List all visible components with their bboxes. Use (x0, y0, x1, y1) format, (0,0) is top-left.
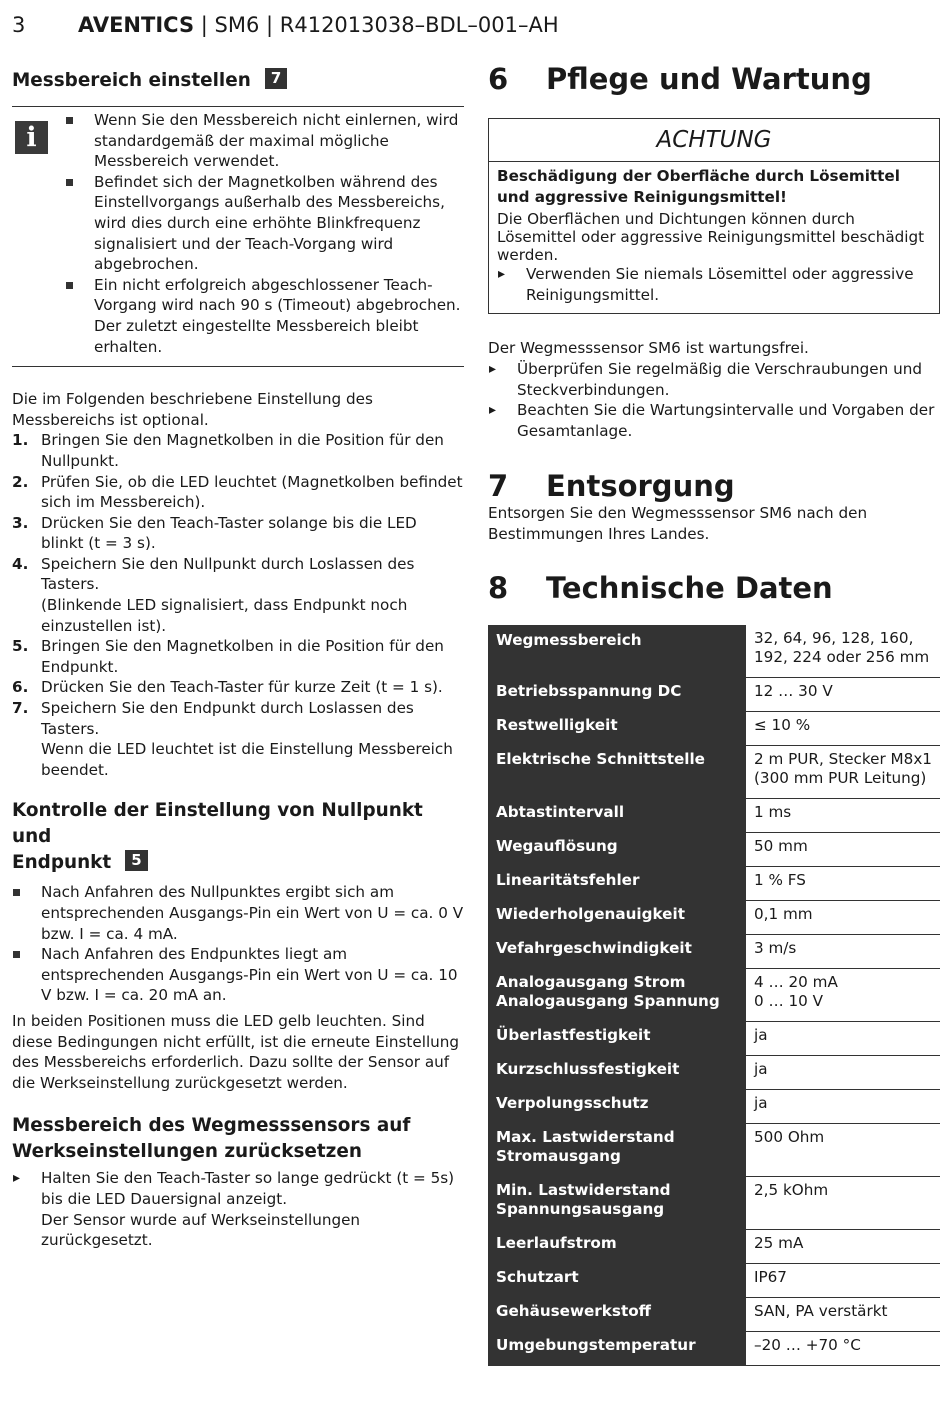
list-item: 6. Drücken Sie den Teach-Taster für kurze Zeit (t = 1 s). (12, 678, 443, 697)
spec-value (746, 677, 940, 711)
table-row (488, 1176, 940, 1229)
maintenance-actions (488, 359, 940, 441)
technical-data-table (488, 625, 940, 1366)
spec-value (746, 1123, 940, 1176)
table-row (488, 1331, 940, 1365)
table-row (488, 968, 940, 1021)
table-row (488, 900, 940, 934)
disposal-text: Entsorgen Sie den Wegmesssensor SM6 nach den Bestimmungen Ihres Landes. (488, 504, 868, 543)
page-number: 3 (12, 13, 26, 37)
spec-key: Schutzart (488, 1263, 746, 1297)
spec-value (746, 934, 940, 968)
spec-key: Gehäusewerkstoff (488, 1297, 746, 1331)
spec-key: Überlastfestigkeit (488, 1021, 746, 1055)
list-item: 5. Bringen Sie den Magnetkolben in die Position für den Endpunkt. (12, 637, 444, 676)
spec-key: Umgebungstemperatur (488, 1331, 746, 1365)
spec-value (746, 711, 940, 745)
list-item: ▸ Verwenden Sie niemals Lösemittel oder aggressive Reinigungsmittel. (526, 264, 931, 305)
step-note: Wenn die LED leuchtet ist die Einstellung Messbereich beendet. (41, 740, 453, 779)
spec-value-line: 25 mA (754, 1233, 804, 1252)
info-icon: i (15, 121, 48, 154)
spec-value-line: 32, 64, 96, 128, 160, 192, 224 oder 256 mm (754, 628, 930, 666)
right-column (488, 62, 940, 1366)
spec-key: Wegmessbereich (488, 625, 746, 678)
warning-headline: Beschädigung der Oberfläche durch Lösemittel und aggressive Reinigungsmittel! (497, 167, 900, 206)
table-row (488, 1297, 940, 1331)
spec-value-line: (300 mm PUR Leitung) (754, 768, 927, 787)
spec-value-line: ja (754, 1025, 768, 1044)
list-item: 7. Speichern Sie den Endpunkt durch Loslassen des Tasters. Wenn die LED leuchtet ist die Einstellung Messbereich beendet. (12, 699, 453, 779)
spec-value (746, 1021, 940, 1055)
figure-ref-badge: 5 (125, 850, 147, 871)
spec-value (746, 1089, 940, 1123)
warning-text: Die Oberflächen und Dichtungen können durch Lösemittel oder aggressive Reinigungsmittel beschädigt werden. (497, 210, 925, 265)
spec-value (746, 866, 940, 900)
spec-value-line: 1 ms (754, 802, 792, 821)
spec-value (746, 1055, 940, 1089)
spec-value (746, 1263, 940, 1297)
spec-value-line: SAN, PA verstärkt (754, 1301, 888, 1320)
spec-key: Vefahrgeschwindigkeit (488, 934, 746, 968)
maintenance-text: Der Wegmesssensor SM6 ist wartungsfrei. (488, 339, 809, 358)
brand-name: AVENTICS (78, 13, 195, 37)
list-item: Befindet sich der Magnetkolben während des Einstellvorgangs außerhalb des Messbereichs, wird dies durch eine erhöhte Blinkfrequenz signalisiert und der Teach-Vorgang wird abgebrochen. (94, 172, 464, 275)
step-note: (Blinkende LED signalisiert, dass Endpunkt noch einzustellen ist). (41, 596, 408, 635)
spec-value (746, 1331, 940, 1365)
control-text: In beiden Positionen muss die LED gelb leuchten. Sind diese Bedingungen nicht erfüllt, ist die erneute Einstellung des Messbereichs erforderlich. Dazu sollte der Sensor auf die Werkseinstellung zurückgesetzt werden. (12, 1011, 460, 1092)
spec-key: Wegauflösung (488, 832, 746, 866)
spec-key: Abtastintervall (488, 798, 746, 832)
list-item: Nach Anfahren des Endpunktes liegt am entsprechenden Ausgangs-Pin ein Wert von U = ca. 10 V bzw. I = ca. 20 mA an. (41, 944, 464, 1006)
spec-value-line: ja (754, 1059, 768, 1078)
table-row (488, 711, 940, 745)
list-item: ▸ Halten Sie den Teach-Taster so lange gedrückt (t = 5s) bis die LED Dauersignal anzeigt. Der Sensor wurde auf Werkseinstellungen zurückgesetzt. (41, 1168, 464, 1250)
spec-value-line: 1 % FS (754, 870, 806, 889)
spec-value-line: 2 m PUR, Stecker M8x1 (754, 749, 932, 768)
spec-value-line: ja (754, 1093, 768, 1112)
control-heading: Kontrolle der Einstellung von Nullpunkt und Endpunkt 5 (12, 800, 423, 874)
list-item: 3. Drücken Sie den Teach-Taster solange bis die LED blinkt (t = 3 s). (12, 513, 417, 553)
spec-value-line: 0 … 10 V (754, 991, 824, 1010)
section-6-heading: 6 Pflege und Wartung (488, 62, 872, 96)
spec-key: Analogausgang Strom Analogausgang Spannung (488, 968, 746, 1021)
info-note-box (12, 106, 464, 367)
spec-value (746, 745, 940, 798)
spec-key: Restwelligkeit (488, 711, 746, 745)
left-column (12, 68, 464, 1251)
intro-text: Die im Folgenden beschriebene Einstellung des Messbereichs ist optional. (12, 390, 373, 429)
table-row (488, 866, 940, 900)
spec-value (746, 900, 940, 934)
spec-key: Wiederholgenauigkeit (488, 900, 746, 934)
reset-heading: Messbereich des Wegmesssensors auf Werkseinstellungen zurücksetzen (12, 1115, 411, 1163)
table-row (488, 798, 940, 832)
table-row (488, 832, 940, 866)
spec-value (746, 1297, 940, 1331)
list-item: Nach Anfahren des Nullpunktes ergibt sich am entsprechenden Ausgangs-Pin ein Wert von U = ca. 0 V bzw. I = ca. 4 mA. (41, 883, 464, 943)
spec-value-line: 50 mm (754, 836, 808, 855)
figure-ref-badge: 7 (265, 68, 287, 89)
spec-value-line: IP67 (754, 1267, 787, 1286)
info-list (12, 110, 464, 357)
technical-data-body (488, 625, 940, 1366)
spec-value-line: 2,5 kOhm (754, 1180, 829, 1199)
spec-value (746, 968, 940, 1021)
spec-key: Max. Lastwiderstand Stromausgang (488, 1123, 746, 1176)
reset-actions (12, 1168, 464, 1250)
table-row (488, 677, 940, 711)
spec-key: Leerlaufstrom (488, 1229, 746, 1263)
spec-value-line: 500 Ohm (754, 1127, 825, 1146)
spec-key: Elektrische Schnittstelle (488, 745, 746, 798)
list-item: ▸ Überprüfen Sie regelmäßig die Verschraubungen und Steckverbindungen. (517, 359, 940, 400)
spec-key: Betriebsspannung DC (488, 677, 746, 711)
list-item: 2. Prüfen Sie, ob die LED leuchtet (Magnetkolben befindet sich im Messbereich). (12, 472, 463, 512)
spec-value (746, 1229, 940, 1263)
spec-key: Min. Lastwiderstand Spannungsausgang (488, 1176, 746, 1229)
table-row (488, 1055, 940, 1089)
measure-heading: Messbereich einstellen 7 (12, 68, 464, 94)
spec-value-line: 0,1 mm (754, 904, 813, 923)
table-row (488, 934, 940, 968)
spec-key: Linearitätsfehler (488, 866, 746, 900)
spec-value-line: 12 … 30 V (754, 681, 833, 700)
table-row (488, 1229, 940, 1263)
table-row (488, 1123, 940, 1176)
spec-value (746, 1176, 940, 1229)
reset-result: Der Sensor wurde auf Werkseinstellungen zurückgesetzt. (41, 1210, 361, 1250)
list-item: Ein nicht erfolgreich abgeschlossener Teach-Vorgang wird nach 90 s (Timeout) abgebrochen. Der zuletzt eingestellte Messbereich bleibt erhalten. (94, 275, 464, 357)
warning-box (488, 118, 940, 314)
section-8-heading: 8 Technische Daten (488, 570, 833, 605)
spec-key: Kurzschlussfestigkeit (488, 1055, 746, 1089)
warning-body (489, 162, 939, 313)
table-row (488, 1089, 940, 1123)
spec-value-line: –20 … +70 °C (754, 1335, 861, 1354)
spec-value-line: 4 … 20 mA (754, 972, 838, 991)
document-id: | SM6 | R412013038–BDL–001–AH (200, 13, 559, 37)
warning-actions (497, 264, 931, 305)
page-header (12, 11, 559, 39)
spec-value-line: 3 m/s (754, 938, 797, 957)
spec-value (746, 832, 940, 866)
list-item: 1. Bringen Sie den Magnetkolben in die Position für den Nullpunkt. (12, 431, 444, 470)
spec-value (746, 798, 940, 832)
section-7-heading: 7 Entsorgung (488, 469, 735, 504)
steps-list (12, 430, 464, 780)
table-row (488, 1021, 940, 1055)
spec-value-line: ≤ 10 % (754, 715, 811, 734)
spec-value (746, 625, 940, 678)
table-row (488, 1263, 940, 1297)
spec-key: Verpolungsschutz (488, 1089, 746, 1123)
control-list (12, 882, 464, 1006)
list-item: ▸ Beachten Sie die Wartungsintervalle und Vorgaben der Gesamtanlage. (517, 400, 940, 441)
list-item: 4. Speichern Sie den Nullpunkt durch Loslassen des Tasters. (Blinkende LED signalisiert, dass Endpunkt noch einzustellen ist). (12, 554, 415, 635)
list-item: Wenn Sie den Messbereich nicht einlernen, wird standardgemäß der maximal mögliche Messbereich verwendet. (94, 110, 464, 172)
warning-title: ACHTUNG (489, 119, 939, 162)
table-row (488, 625, 940, 678)
table-row (488, 745, 940, 798)
